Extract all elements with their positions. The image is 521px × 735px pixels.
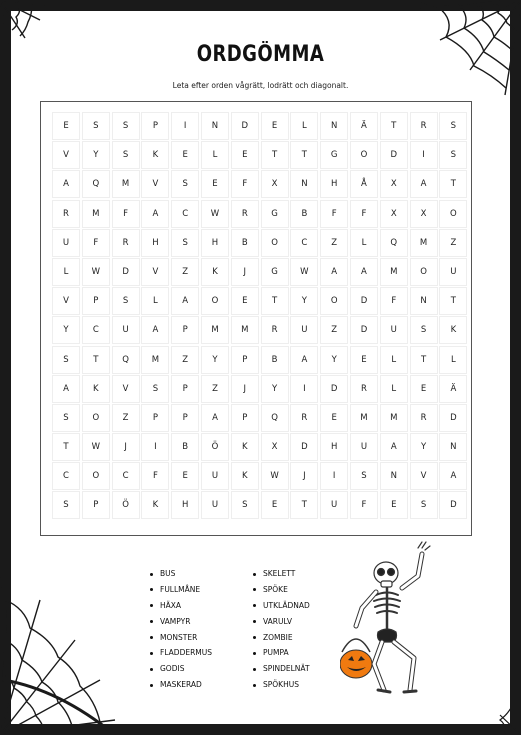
grid-cell[interactable]: F <box>381 288 407 314</box>
grid-cell[interactable]: L <box>381 376 407 402</box>
grid-cell[interactable]: S <box>440 142 466 168</box>
grid-cell[interactable]: J <box>291 463 317 489</box>
grid-cell[interactable]: D <box>351 317 377 343</box>
grid-cell[interactable]: W <box>202 201 228 227</box>
page-title: ORDGÖMMA <box>196 42 325 67</box>
grid-cell[interactable]: N <box>321 113 347 139</box>
grid-cell[interactable]: H <box>202 230 228 256</box>
grid-cell[interactable]: C <box>172 201 198 227</box>
grid-cell[interactable]: J <box>232 259 258 285</box>
grid-cell[interactable]: R <box>411 405 437 431</box>
grid-cell[interactable]: D <box>440 405 466 431</box>
grid-cell[interactable]: H <box>321 434 347 460</box>
grid-cell[interactable]: R <box>53 201 79 227</box>
word-item: VARULV <box>253 614 373 630</box>
grid-cell[interactable]: U <box>202 492 228 518</box>
grid-cell[interactable]: Y <box>262 376 288 402</box>
grid-cell[interactable]: P <box>232 347 258 373</box>
instructions-text: Leta efter orden vågrätt, lodrätt och diagonalt. <box>172 81 349 90</box>
grid-cell[interactable]: L <box>440 347 466 373</box>
grid-cell[interactable]: P <box>172 317 198 343</box>
grid-cell[interactable]: L <box>381 347 407 373</box>
grid-cell[interactable]: C <box>53 463 79 489</box>
grid-cell[interactable]: Q <box>83 171 109 197</box>
grid-cell[interactable]: I <box>291 376 317 402</box>
grid-cell[interactable]: O <box>351 142 377 168</box>
word-item: MASKERAD <box>150 677 270 693</box>
grid-cell[interactable]: P <box>83 492 109 518</box>
grid-cell[interactable]: Q <box>113 347 139 373</box>
grid-cell[interactable]: O <box>83 463 109 489</box>
grid-cell[interactable]: K <box>440 317 466 343</box>
grid-cell[interactable]: S <box>53 347 79 373</box>
grid-cell[interactable]: A <box>142 201 168 227</box>
grid-cell[interactable]: S <box>351 463 377 489</box>
word-item: MONSTER <box>150 630 270 646</box>
grid-cell[interactable]: V <box>411 463 437 489</box>
word-item: FLADDERMUS <box>150 645 270 661</box>
letter-grid <box>53 113 466 518</box>
grid-cell[interactable]: T <box>440 171 466 197</box>
grid-cell[interactable]: D <box>351 288 377 314</box>
grid-cell[interactable]: F <box>83 230 109 256</box>
spider-web-icon <box>0 560 115 735</box>
word-item: HÄXA <box>150 598 270 614</box>
grid-cell[interactable]: S <box>411 492 437 518</box>
grid-cell[interactable]: M <box>381 259 407 285</box>
grid-cell[interactable]: P <box>172 405 198 431</box>
grid-cell[interactable]: R <box>232 201 258 227</box>
grid-cell[interactable]: S <box>232 492 258 518</box>
grid-cell[interactable]: E <box>232 142 258 168</box>
grid-cell[interactable]: F <box>113 201 139 227</box>
grid-cell[interactable]: D <box>113 259 139 285</box>
grid-cell[interactable]: I <box>321 463 347 489</box>
grid-cell[interactable]: D <box>232 113 258 139</box>
grid-cell[interactable]: E <box>232 288 258 314</box>
grid-cell[interactable]: O <box>262 230 288 256</box>
grid-cell[interactable]: V <box>142 171 168 197</box>
grid-cell[interactable]: Y <box>411 434 437 460</box>
grid-cell[interactable]: A <box>202 405 228 431</box>
grid-cell[interactable]: A <box>291 347 317 373</box>
grid-cell[interactable]: O <box>411 259 437 285</box>
grid-cell[interactable]: C <box>83 317 109 343</box>
grid-cell[interactable]: W <box>83 259 109 285</box>
grid-cell[interactable]: R <box>291 405 317 431</box>
word-item: UTKLÄDNAD <box>253 598 373 614</box>
grid-cell[interactable]: F <box>351 201 377 227</box>
grid-cell[interactable]: G <box>262 201 288 227</box>
grid-cell[interactable]: F <box>232 171 258 197</box>
grid-cell[interactable]: U <box>202 463 228 489</box>
grid-cell[interactable]: Y <box>321 347 347 373</box>
grid-cell[interactable]: U <box>53 230 79 256</box>
grid-cell[interactable]: S <box>113 288 139 314</box>
grid-cell[interactable]: U <box>440 259 466 285</box>
grid-cell[interactable]: E <box>53 113 79 139</box>
grid-cell[interactable]: Q <box>381 230 407 256</box>
grid-cell[interactable]: U <box>321 492 347 518</box>
grid-cell[interactable]: D <box>440 492 466 518</box>
grid-cell[interactable]: F <box>142 463 168 489</box>
grid-cell[interactable]: T <box>83 347 109 373</box>
grid-cell[interactable]: T <box>53 434 79 460</box>
grid-cell[interactable]: Z <box>202 376 228 402</box>
grid-cell[interactable]: F <box>351 492 377 518</box>
grid-cell[interactable]: E <box>262 492 288 518</box>
word-item: SPÖKHUS <box>253 677 373 693</box>
grid-cell[interactable]: L <box>291 113 317 139</box>
grid-cell[interactable]: M <box>232 317 258 343</box>
grid-cell[interactable]: P <box>83 288 109 314</box>
grid-cell[interactable]: T <box>411 347 437 373</box>
word-item: VAMPYR <box>150 614 270 630</box>
grid-cell[interactable]: R <box>411 113 437 139</box>
grid-cell[interactable]: E <box>321 405 347 431</box>
grid-cell[interactable]: S <box>411 317 437 343</box>
grid-cell[interactable]: K <box>232 434 258 460</box>
grid-cell[interactable]: Q <box>262 405 288 431</box>
grid-cell[interactable]: A <box>381 434 407 460</box>
grid-cell[interactable]: Z <box>113 405 139 431</box>
grid-cell[interactable]: Z <box>321 317 347 343</box>
grid-cell[interactable]: O <box>202 288 228 314</box>
grid-cell[interactable]: X <box>411 201 437 227</box>
grid-cell[interactable]: U <box>113 317 139 343</box>
grid-cell[interactable]: P <box>142 405 168 431</box>
grid-cell[interactable]: L <box>142 288 168 314</box>
grid-cell[interactable]: E <box>411 376 437 402</box>
grid-cell[interactable]: S <box>440 113 466 139</box>
grid-cell[interactable]: V <box>142 259 168 285</box>
grid-cell[interactable]: J <box>113 434 139 460</box>
grid-cell[interactable]: G <box>262 259 288 285</box>
grid-cell[interactable]: S <box>172 171 198 197</box>
grid-cell[interactable]: J <box>232 376 258 402</box>
grid-cell[interactable]: E <box>262 113 288 139</box>
grid-cell[interactable]: T <box>440 288 466 314</box>
grid-cell[interactable]: B <box>291 201 317 227</box>
grid-cell[interactable]: N <box>291 171 317 197</box>
grid-cell[interactable]: A <box>351 259 377 285</box>
grid-cell[interactable]: S <box>113 142 139 168</box>
grid-cell[interactable]: S <box>142 376 168 402</box>
grid-cell[interactable]: Å <box>351 171 377 197</box>
grid-cell[interactable]: E <box>172 142 198 168</box>
grid-cell[interactable]: M <box>142 347 168 373</box>
grid-cell[interactable]: Y <box>53 317 79 343</box>
grid-cell[interactable]: M <box>113 171 139 197</box>
grid-cell[interactable]: S <box>53 492 79 518</box>
grid-cell[interactable]: D <box>381 142 407 168</box>
grid-cell[interactable]: M <box>83 201 109 227</box>
grid-cell[interactable]: E <box>172 463 198 489</box>
grid-cell[interactable]: B <box>262 347 288 373</box>
grid-cell[interactable]: R <box>351 376 377 402</box>
grid-cell[interactable]: E <box>381 492 407 518</box>
grid-cell[interactable]: M <box>411 230 437 256</box>
grid-cell[interactable]: Z <box>440 230 466 256</box>
grid-cell[interactable]: L <box>202 142 228 168</box>
grid-cell[interactable]: Z <box>172 259 198 285</box>
grid-cell[interactable]: A <box>53 376 79 402</box>
grid-cell[interactable]: E <box>202 171 228 197</box>
grid-cell[interactable]: W <box>262 463 288 489</box>
grid-cell[interactable]: O <box>83 405 109 431</box>
grid-cell[interactable]: Y <box>291 288 317 314</box>
word-item: GODIS <box>150 661 270 677</box>
grid-cell[interactable]: Y <box>202 347 228 373</box>
grid-cell[interactable]: T <box>291 142 317 168</box>
grid-cell[interactable]: R <box>113 230 139 256</box>
grid-cell[interactable]: N <box>381 463 407 489</box>
grid-cell[interactable]: N <box>411 288 437 314</box>
grid-cell[interactable]: W <box>291 259 317 285</box>
word-item: ZOMBIE <box>253 630 373 646</box>
grid-cell[interactable]: Z <box>321 230 347 256</box>
grid-cell[interactable]: D <box>321 376 347 402</box>
grid-cell[interactable]: A <box>321 259 347 285</box>
grid-cell[interactable]: U <box>351 434 377 460</box>
grid-cell[interactable]: X <box>262 171 288 197</box>
grid-cell[interactable]: O <box>321 288 347 314</box>
grid-cell[interactable]: K <box>83 376 109 402</box>
grid-cell[interactable]: T <box>262 288 288 314</box>
word-item: BUS <box>150 566 270 582</box>
grid-cell[interactable]: K <box>142 142 168 168</box>
grid-cell[interactable]: L <box>53 259 79 285</box>
grid-cell[interactable]: B <box>172 434 198 460</box>
grid-cell[interactable]: I <box>411 142 437 168</box>
grid-cell[interactable]: A <box>172 288 198 314</box>
grid-cell[interactable]: A <box>411 171 437 197</box>
grid-cell[interactable]: N <box>202 113 228 139</box>
grid-cell[interactable]: Z <box>172 347 198 373</box>
grid-cell[interactable]: Ä <box>351 113 377 139</box>
grid-cell[interactable]: P <box>172 376 198 402</box>
grid-cell[interactable]: V <box>53 142 79 168</box>
grid-cell[interactable]: K <box>142 492 168 518</box>
word-item: FULLMÅNE <box>150 582 270 598</box>
grid-cell[interactable]: K <box>232 463 258 489</box>
word-item: SPINDELNÄT <box>253 661 373 677</box>
word-item: PUMPA <box>253 645 373 661</box>
grid-cell[interactable]: F <box>321 201 347 227</box>
grid-cell[interactable]: M <box>202 317 228 343</box>
grid-cell[interactable]: P <box>142 113 168 139</box>
grid-cell[interactable]: N <box>440 434 466 460</box>
grid-cell[interactable]: S <box>53 405 79 431</box>
grid-cell[interactable]: W <box>83 434 109 460</box>
grid-cell[interactable]: V <box>113 376 139 402</box>
grid-cell[interactable]: A <box>53 171 79 197</box>
grid-cell[interactable]: S <box>172 230 198 256</box>
grid-cell[interactable]: P <box>232 405 258 431</box>
grid-cell[interactable]: X <box>262 434 288 460</box>
grid-cell[interactable]: X <box>381 201 407 227</box>
word-item: SKELETT <box>253 566 373 582</box>
grid-cell[interactable]: A <box>440 463 466 489</box>
grid-cell[interactable]: M <box>351 405 377 431</box>
grid-cell[interactable]: Ö <box>202 434 228 460</box>
grid-cell[interactable]: Ö <box>113 492 139 518</box>
word-search-box <box>40 101 472 536</box>
grid-cell[interactable]: S <box>113 113 139 139</box>
grid-cell[interactable]: R <box>262 317 288 343</box>
grid-cell[interactable]: U <box>291 317 317 343</box>
grid-cell[interactable]: T <box>262 142 288 168</box>
grid-cell[interactable]: M <box>381 405 407 431</box>
grid-cell[interactable]: T <box>381 113 407 139</box>
grid-cell[interactable]: A <box>142 317 168 343</box>
grid-cell[interactable]: U <box>381 317 407 343</box>
grid-cell[interactable]: I <box>142 434 168 460</box>
grid-cell[interactable]: H <box>142 230 168 256</box>
word-list-left-column <box>150 566 270 693</box>
grid-cell[interactable]: X <box>381 171 407 197</box>
word-item: SPÖKE <box>253 582 373 598</box>
grid-cell[interactable]: E <box>351 347 377 373</box>
grid-cell[interactable]: Y <box>83 142 109 168</box>
grid-cell[interactable]: V <box>53 288 79 314</box>
grid-cell[interactable]: I <box>172 113 198 139</box>
skeleton-icon <box>340 540 450 700</box>
grid-cell[interactable]: T <box>291 492 317 518</box>
grid-cell[interactable]: C <box>113 463 139 489</box>
grid-cell[interactable]: S <box>83 113 109 139</box>
grid-cell[interactable]: B <box>232 230 258 256</box>
grid-cell[interactable]: G <box>321 142 347 168</box>
grid-cell[interactable]: H <box>321 171 347 197</box>
grid-cell[interactable]: C <box>291 230 317 256</box>
grid-cell[interactable]: L <box>351 230 377 256</box>
grid-cell[interactable]: K <box>202 259 228 285</box>
pumpkin-bucket-icon <box>340 639 372 678</box>
grid-cell[interactable]: O <box>440 201 466 227</box>
grid-cell[interactable]: D <box>291 434 317 460</box>
grid-cell[interactable]: Ä <box>440 376 466 402</box>
grid-cell[interactable]: H <box>172 492 198 518</box>
